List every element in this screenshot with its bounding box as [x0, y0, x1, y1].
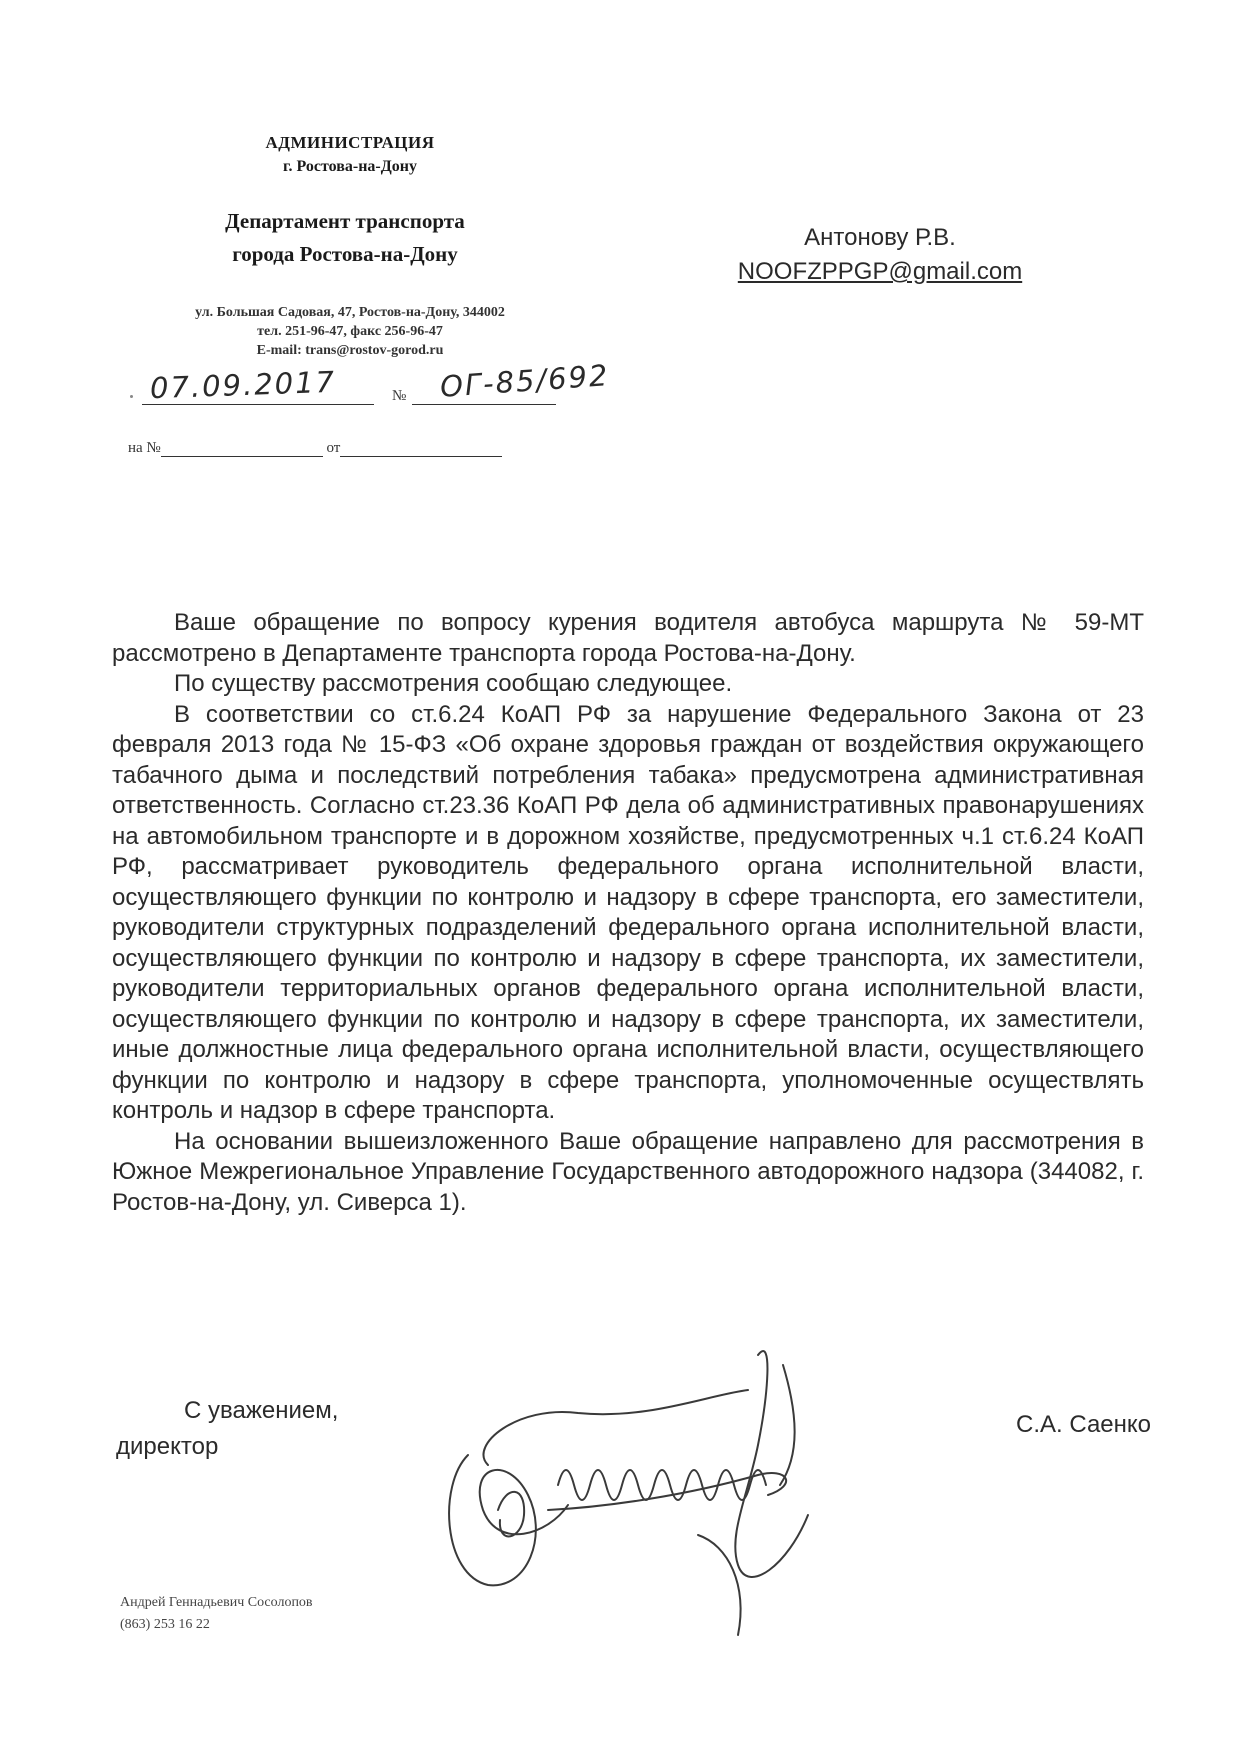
closing-regards: С уважением,	[184, 1397, 339, 1424]
reference-no-blank	[161, 442, 323, 457]
letterhead-org: АДМИНИСТРАЦИЯ	[265, 133, 435, 152]
department-line-1: Департамент транспорта	[225, 209, 465, 233]
executor-block	[120, 1592, 313, 1636]
number-underline	[412, 404, 556, 405]
letterhead-city: г. Ростова-на-Дону	[283, 158, 417, 175]
outgoing-date: 07.09.2017	[149, 364, 337, 406]
paragraph-1: Ваше обращение по вопросу курения водителя автобуса маршрута № 59-МТ рассмотрено в Департаменте транспорта города Ростова-на-Дону.	[112, 609, 1144, 667]
email: E-mail: trans@rostov-gorod.ru	[256, 343, 444, 358]
handwritten-signature	[428, 1335, 888, 1645]
recipient-email: NOOFZPPGP@gmail.com	[737, 258, 1023, 285]
paragraph-4: На основании вышеизложенного Ваше обращение направлено для рассмотрения в Южное Межрегиональное Управление Государственного автодорожного надзора (344082, г. Ростов-на-Дону, ул. Сиверса 1).	[112, 1127, 1144, 1216]
date-underline	[142, 404, 374, 405]
signer-name: С.А. Саенко	[1016, 1411, 1152, 1438]
executor-phone: (863) 253 16 22	[120, 1617, 210, 1632]
reference-from-label: от	[326, 440, 341, 456]
reference-no-label: на №	[128, 440, 161, 456]
reference-line	[128, 440, 502, 457]
recipient-name: Антонову Р.В.	[804, 224, 956, 251]
closing-block	[116, 1393, 338, 1465]
closing-position: директор	[116, 1433, 219, 1460]
letterhead-department	[150, 205, 540, 271]
recipient-block	[700, 221, 1060, 289]
phone-fax: тел. 251-96-47, факс 256-96-47	[257, 324, 443, 339]
outgoing-number: ОГ-85/692	[439, 358, 611, 404]
number-sign: №	[392, 388, 407, 404]
reference-from-blank	[340, 442, 502, 457]
paragraph-3: В соответствии со ст.6.24 КоАП РФ за нарушение Федерального Закона от 23 февраля 2013 года № 15-ФЗ «Об охране здоровья граждан от воздействия окружающего табачного дыма и последствий потребления табака» предусмотрена административная ответственность. Согласно ст.23.36 КоАП РФ дела об административных правонарушениях на автомобильном транспорте и в дорожном хозяйстве, предусмотренных ч.1 ст.6.24 КоАП РФ, рассматривает руководитель федерального органа исполнительной власти, осуществляющего функции по контролю и надзору в сфере транспорта, его заместители, руководители структурных подразделений федерального органа исполнительной власти, осуществляющего функции по контролю и надзору в сфере транспорта, их заместители, руководители территориальных органов федерального органа исполнительной власти, осуществляющего функции по контролю и надзору в сфере транспорта, их заместители, иные должностные лица федерального органа исполнительной власти, осуществляющего функции по контролю и надзору в сфере транспорта, уполномоченные осуществлять контроль и надзор в сфере транспорта.	[112, 700, 1144, 1124]
letterhead-contacts	[120, 303, 580, 360]
department-line-2: города Ростова-на-Дону	[232, 242, 458, 266]
address: ул. Большая Садовая, 47, Ростов-на-Дону, 344002	[195, 305, 505, 320]
letter-body	[112, 608, 1144, 1218]
executor-name: Андрей Геннадьевич Сосолопов	[120, 1595, 313, 1610]
ink-dot	[130, 395, 133, 398]
paragraph-2: По существу рассмотрения сообщаю следующее.	[174, 670, 733, 697]
